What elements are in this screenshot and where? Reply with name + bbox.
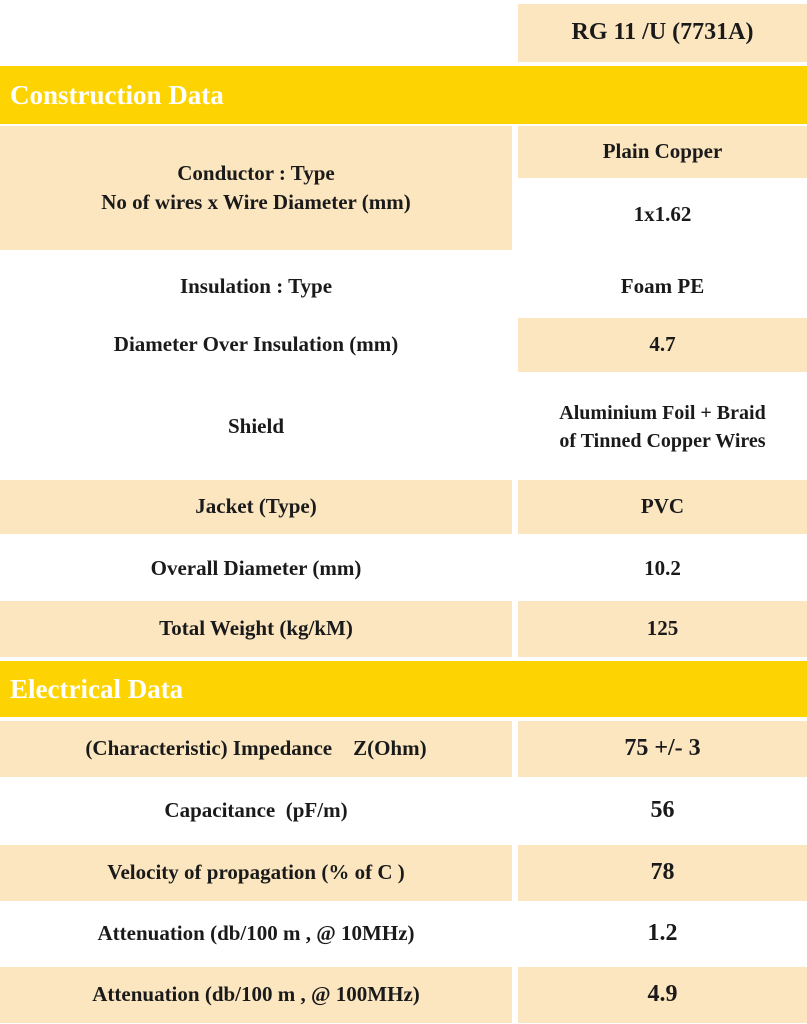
total-weight-value bbox=[518, 601, 807, 657]
overall-diameter-value-text: 10.2 bbox=[644, 556, 681, 581]
electrical-section-title: Electrical Data bbox=[10, 673, 184, 704]
capacitance-value-text: 56 bbox=[650, 797, 675, 824]
product-name: RG 11 /U (7731A) bbox=[571, 19, 754, 46]
jacket-value-text: PVC bbox=[640, 494, 685, 519]
conductor-label-type: Conductor : Type bbox=[177, 160, 335, 185]
impedance-value bbox=[518, 721, 807, 777]
shield-label-text: Shield bbox=[227, 414, 285, 439]
jacket-label-text: Jacket (Type) bbox=[195, 494, 317, 519]
total-weight-label-text: Total Weight (kg/kM) bbox=[159, 616, 353, 641]
insulation-value bbox=[518, 256, 807, 318]
diameter-insulation-label bbox=[0, 318, 512, 372]
capacitance-value bbox=[518, 783, 807, 839]
diameter-insulation-label-text: Diameter Over Insulation (mm) bbox=[113, 332, 399, 357]
insulation-value-text: Foam PE bbox=[620, 274, 705, 299]
electrical-section-header bbox=[0, 661, 807, 717]
conductor-label-wires: No of wires x Wire Diameter (mm) bbox=[101, 190, 411, 214]
diameter-insulation-value-text: 4.7 bbox=[649, 332, 676, 357]
impedance-label-text: (Characteristic) Impedance Z(Ohm) bbox=[85, 736, 427, 761]
velocity-value-text: 78 bbox=[650, 859, 675, 886]
velocity-label-text: Velocity of propagation (% of C ) bbox=[107, 860, 405, 885]
product-header bbox=[518, 4, 807, 62]
velocity-value bbox=[518, 845, 807, 901]
attenuation-100mhz-label-text: Attenuation (db/100 m , @ 100MHz) bbox=[92, 982, 420, 1007]
total-weight-value-text: 125 bbox=[646, 616, 679, 641]
diameter-insulation-value bbox=[518, 318, 807, 372]
attenuation-10mhz-label-text: Attenuation (db/100 m , @ 10MHz) bbox=[97, 921, 415, 946]
jacket-label bbox=[0, 480, 512, 534]
attenuation-10mhz-value bbox=[518, 906, 807, 962]
impedance-value-text: 75 +/- 3 bbox=[624, 735, 701, 762]
jacket-value bbox=[518, 480, 807, 534]
attenuation-100mhz-label bbox=[0, 967, 512, 1023]
shield-label bbox=[0, 378, 512, 476]
attenuation-100mhz-value bbox=[518, 967, 807, 1023]
conductor-wires-value bbox=[518, 180, 807, 250]
conductor-label bbox=[0, 126, 512, 250]
attenuation-10mhz-value-text: 1.2 bbox=[647, 920, 678, 947]
conductor-type-text: Plain Copper bbox=[602, 139, 723, 164]
shield-value-line1: Aluminium Foil + Braid bbox=[559, 402, 766, 424]
shield-value bbox=[518, 378, 807, 476]
total-weight-label bbox=[0, 601, 512, 657]
overall-diameter-value bbox=[518, 540, 807, 598]
shield-value-line2: of Tinned Copper Wires bbox=[559, 430, 766, 452]
overall-diameter-label bbox=[0, 540, 512, 598]
attenuation-10mhz-label bbox=[0, 906, 512, 962]
conductor-type-value bbox=[518, 126, 807, 178]
capacitance-label bbox=[0, 783, 512, 839]
impedance-label bbox=[0, 721, 512, 777]
overall-diameter-label-text: Overall Diameter (mm) bbox=[150, 556, 362, 581]
insulation-label bbox=[0, 256, 512, 318]
velocity-label bbox=[0, 845, 512, 901]
capacitance-label-text: Capacitance (pF/m) bbox=[164, 798, 348, 823]
construction-section-header bbox=[0, 66, 807, 124]
conductor-wires-text: 1x1.62 bbox=[633, 202, 692, 227]
construction-section-title: Construction Data bbox=[10, 79, 224, 110]
attenuation-100mhz-value-text: 4.9 bbox=[647, 981, 678, 1008]
insulation-label-text: Insulation : Type bbox=[179, 274, 333, 299]
